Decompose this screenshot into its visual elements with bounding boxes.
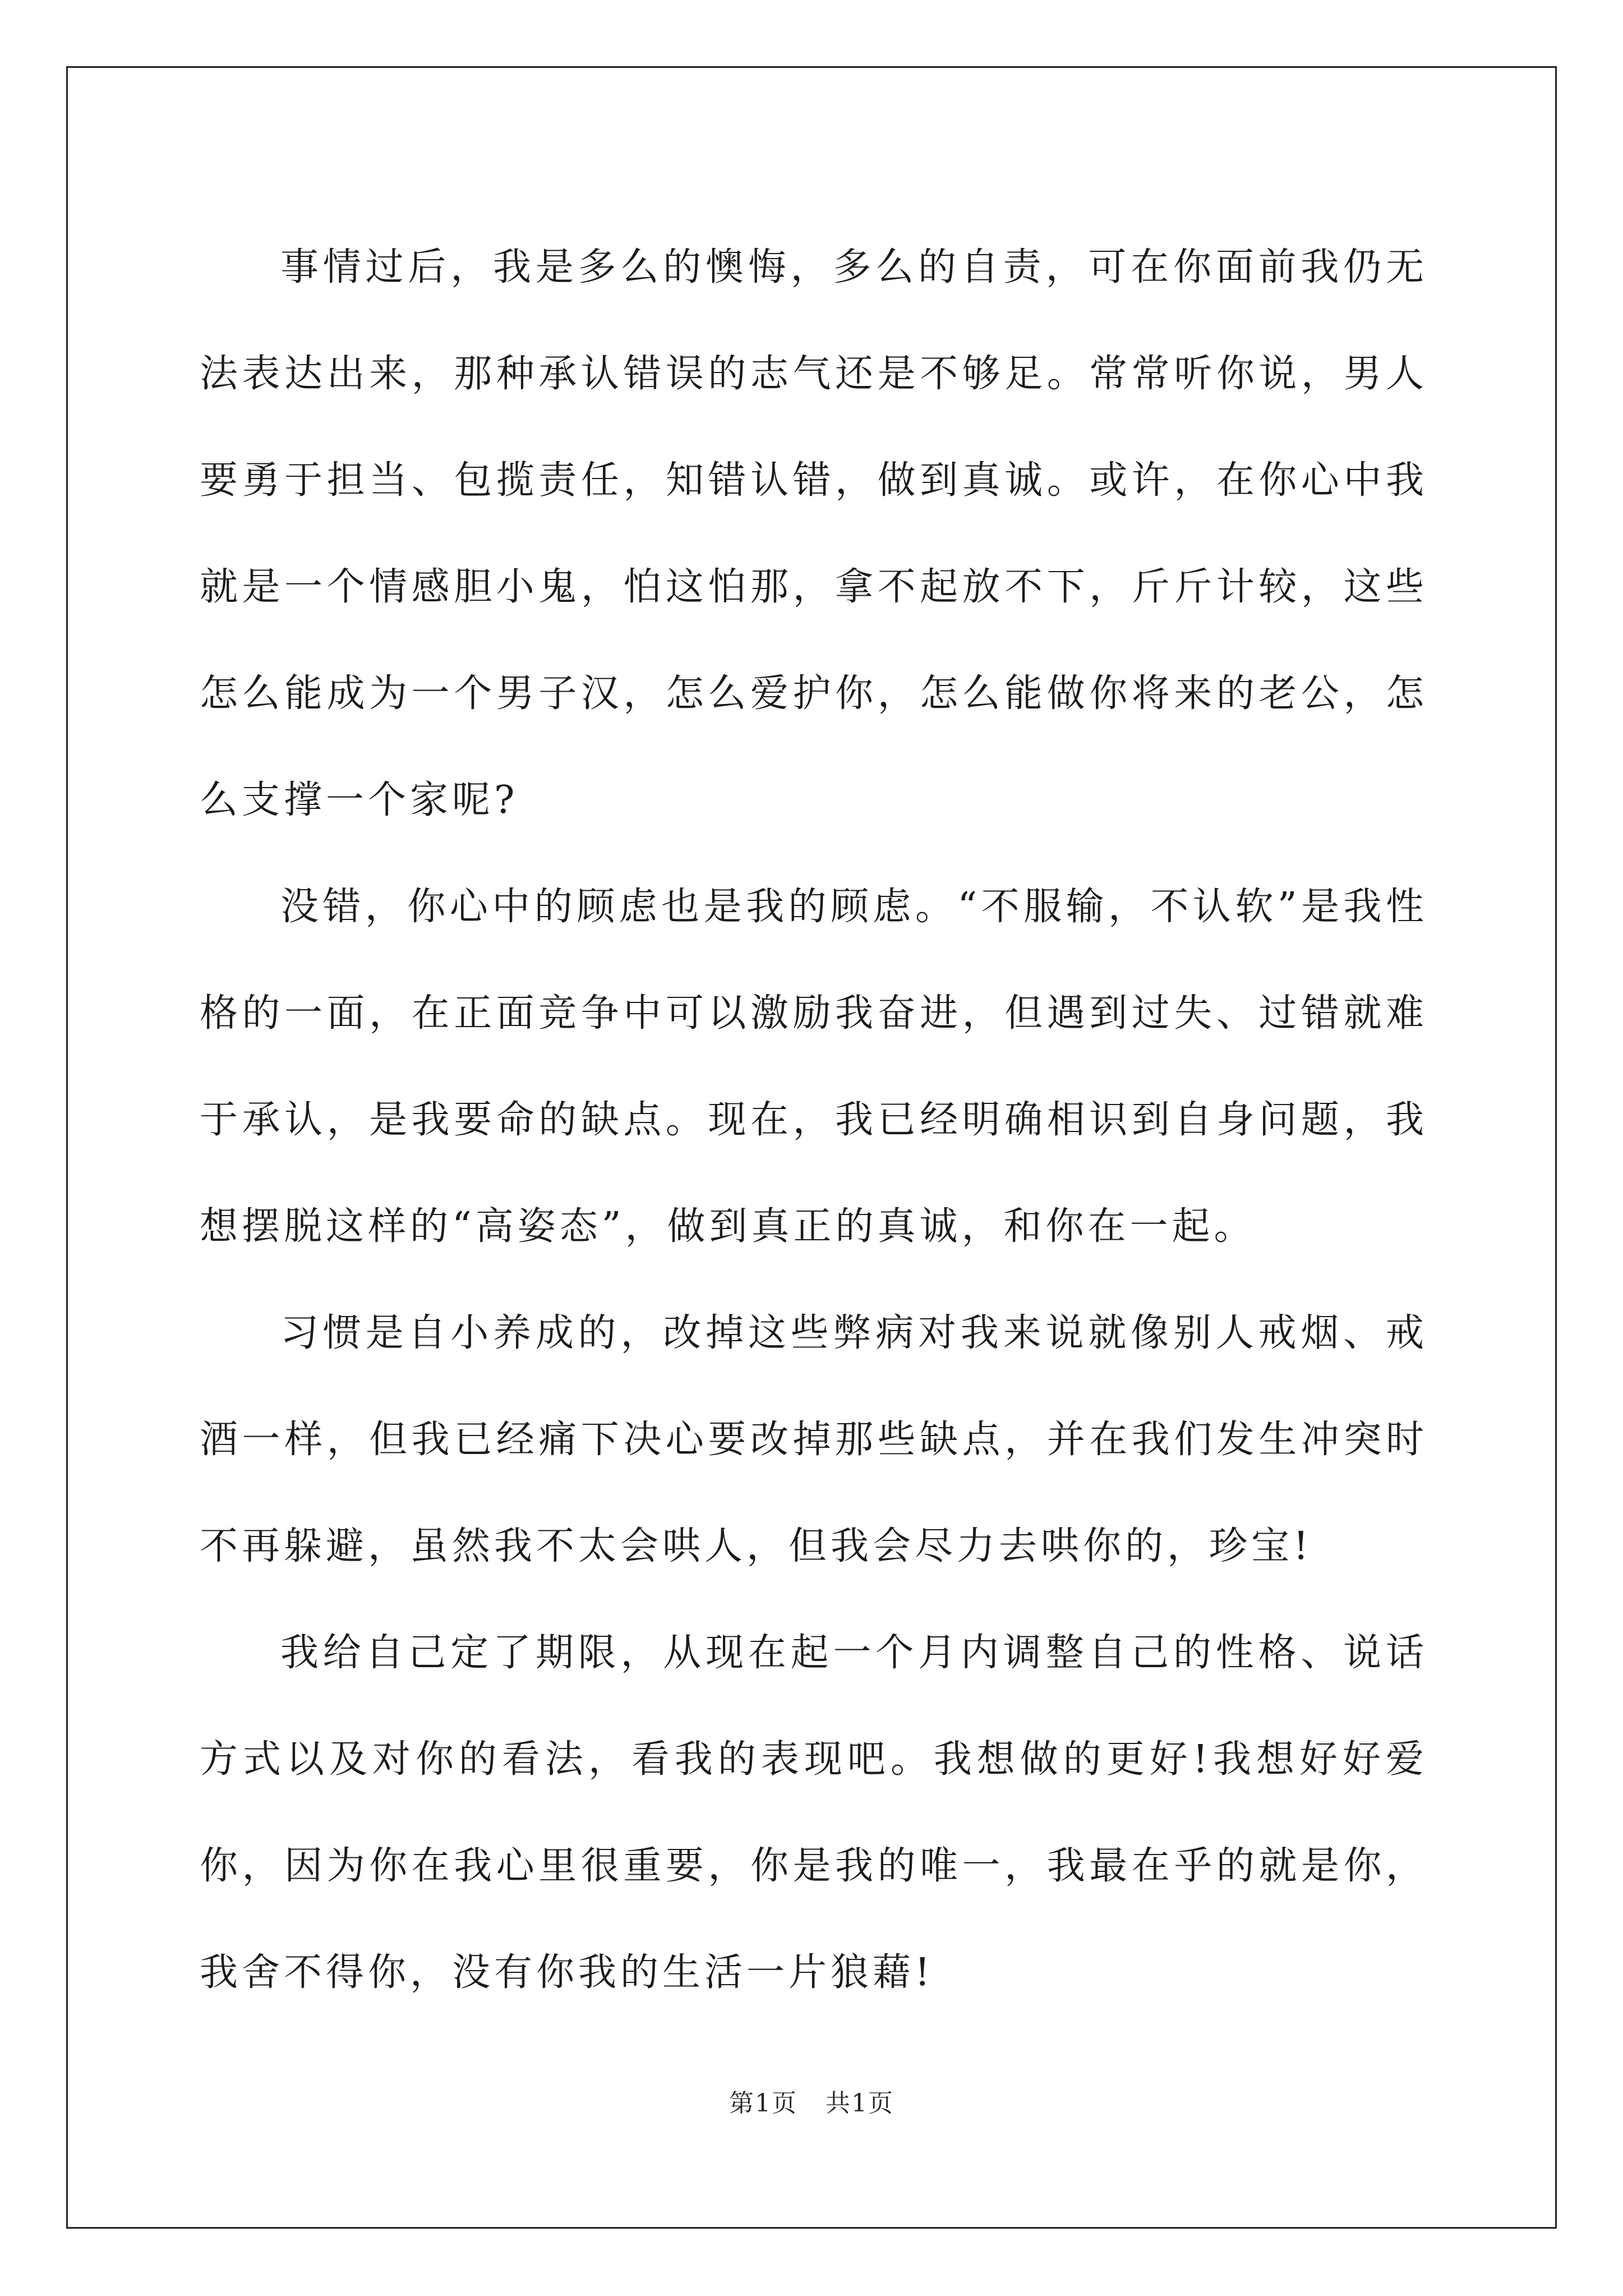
document-body: [200, 214, 1428, 2026]
paragraph-1: 事情过后，我是多么的懊悔，多么的自责，可在你面前我仍无法表达出来，那种承认错误的志气还是不够足。常常听你说，男人要勇于担当、包揽责任，知错认错，做到真诚。或许，在你心中我就是一个情感胆小鬼，怕这怕那，拿不起放不下，斤斤计较，这些怎么能成为一个男子汉，怎么爱护你，怎么能做你将来的老公，怎么支撑一个家呢?: [200, 245, 1428, 822]
paragraph-3: 习惯是自小养成的，改掉这些弊病对我来说就像别人戒烟、戒酒一样，但我已经痛下决心要改掉那些缺点，并在我们发生冲突时不再躲避，虽然我不太会哄人，但我会尽力去哄你的，珍宝!: [200, 1311, 1428, 1568]
paragraph-4: 我给自己定了期限，从现在起一个月内调整自己的性格、说话方式以及对你的看法，看我的表现吧。我想做的更好!我想好好爱你，因为你在我心里很重要，你是我的唯一，我最在乎的就是你，我舍不得你，没有你我的生活一片狼藉!: [200, 1631, 1428, 1995]
page-footer: [0, 2087, 1623, 2120]
paragraph-2: 没错，你心中的顾虑也是我的顾虑。“不服输，不认软”是我性格的一面，在正面竞争中可以激励我奋进，但遇到过失、过错就难于承认，是我要命的缺点。现在，我已经明确相识到自身问题，我想摆脱这样的“高姿态”，做到真正的真诚，和你在一起。: [200, 885, 1428, 1249]
page-number-current: 第1页: [729, 2089, 797, 2118]
page-number-total: 共1页: [826, 2089, 894, 2118]
